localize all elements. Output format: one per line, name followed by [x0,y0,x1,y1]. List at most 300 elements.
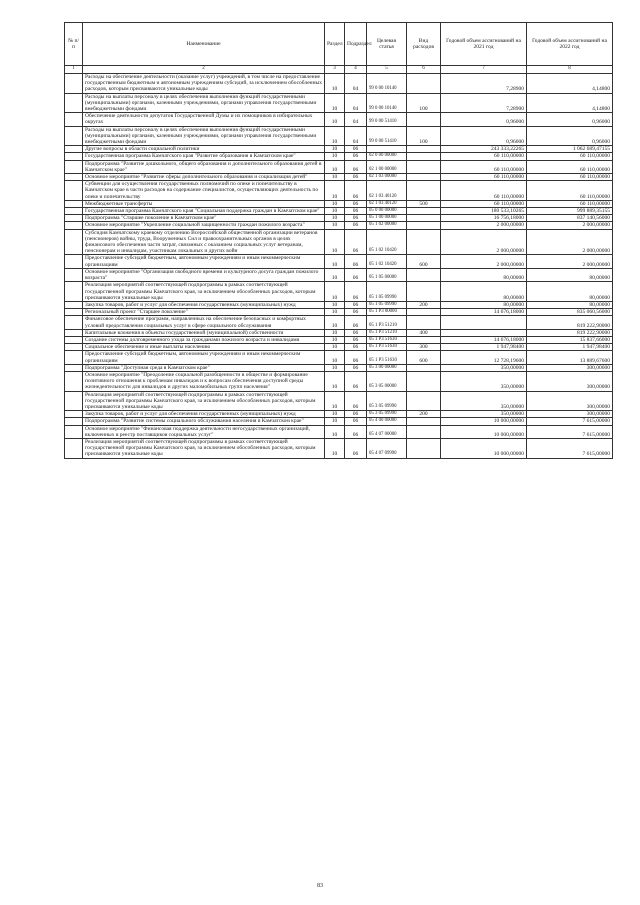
column-index: 3 [325,66,345,74]
row-section-cell: 10 [325,222,345,229]
row-name-cell: Основное мероприятие "Развитие сферы дополнительного образования и социализация детей" [83,174,325,181]
row-volume-2021-cell: 243 333,22265 [441,146,527,153]
row-section-cell: 10 [325,153,345,160]
table-row [65,329,613,336]
table-row [65,411,613,418]
row-number-cell [65,174,83,181]
row-volume-2021-cell: 0,96000 [441,113,527,126]
row-name-cell: Межбюджетные трансферты [83,200,325,207]
row-volume-2022-cell: 300,00000 [527,391,613,411]
row-name-cell: Основное мероприятие "Преодоление социальной разобщенности в обществе и формирование позитивного отношения к проблемам инвалидов и к вопросам обеспечения доступной среды жизнедеятельности для инвалидов и других маломобильных групп населения" [83,371,325,391]
row-volume-2021-cell: 350,00000 [441,411,527,418]
row-type-cell: 200 [407,411,441,418]
document-page [64,22,612,459]
row-name-cell: Подпрограмма "Старшее поколение в Камчатском крае" [83,215,325,222]
row-number-cell [65,268,83,281]
row-name-cell: Субвенции для осуществления государственных полномочий по опеке и попечительству в Камчатском крае в части расходов на содержание специалистов, осуществляющих деятельность по опеке и попечительству [83,181,325,201]
row-type-cell [407,160,441,173]
row-name-cell: Подпрограмма "Доступная среда в Камчатском крае" [83,364,325,371]
row-number-cell [65,113,83,126]
table-row [65,93,613,113]
row-number-cell [65,425,83,438]
row-section-cell: 10 [325,229,345,255]
table-row [65,255,613,268]
row-name-cell: Государственная программа Камчатского края "Развитие образования в Камчатском крае" [83,153,325,160]
row-name-cell: Реализация мероприятий соответствующей подпрограммы в рамках соответствующей государственной программы Камчатского края, за исключением обособленных расходов, которым присваиваются уникальные коды [83,282,325,302]
row-subsection-cell: 04 [345,74,367,94]
table-row [65,174,613,181]
row-section-cell: 10 [325,438,345,458]
row-article-cell: 05 1 02 00000 [367,222,407,229]
row-type-cell: 500 [407,200,441,207]
row-subsection-cell: 06 [345,181,367,201]
row-article-cell: 05 0 00 00000 [367,208,407,215]
row-article-cell: 02 0 00 00000 [367,153,407,160]
row-type-cell [407,425,441,438]
row-type-cell: 300 [407,344,441,351]
row-volume-2021-cell: 350,00000 [441,364,527,371]
row-volume-2021-cell: 2 000,00000 [441,222,527,229]
table-row [65,113,613,126]
row-number-cell [65,329,83,336]
row-volume-2021-cell: 60 110,00000 [441,181,527,201]
row-subsection-cell: 06 [345,336,367,343]
table-row [65,268,613,281]
row-type-cell [407,391,441,411]
row-article-cell: 99 0 00 51410 [367,113,407,126]
row-name-cell: Создание системы долговременного ухода за гражданами пожилого возраста и инвалидами [83,336,325,343]
header-subsection: Подраздел [345,23,367,66]
row-type-cell [407,438,441,458]
row-number-cell [65,181,83,201]
row-volume-2021-cell: 10 000,00000 [441,425,527,438]
row-number-cell [65,93,83,113]
row-number-cell [65,336,83,343]
column-index: 8 [527,66,613,74]
row-number-cell [65,146,83,153]
table-row [65,282,613,302]
row-article-cell: 02 1 03 40120 [367,200,407,207]
row-volume-2021-cell: 10 000,00000 [441,418,527,425]
row-number-cell [65,200,83,207]
row-volume-2022-cell: 2 000,00000 [527,222,613,229]
row-subsection-cell: 06 [345,229,367,255]
row-section-cell: 10 [325,316,345,329]
row-article-cell: 05 1 05 09990 [367,301,407,308]
row-name-cell: Предоставление субсидий бюджетным, автономным учреждениям и иным некоммерческим организациям [83,351,325,364]
row-subsection-cell: 06 [345,351,367,364]
row-type-cell: 100 [407,126,441,146]
row-number-cell [65,391,83,411]
row-type-cell [407,208,441,215]
row-subsection-cell: 06 [345,438,367,458]
row-article-cell: 05 3 00 00000 [367,364,407,371]
row-volume-2022-cell: 300,00000 [527,411,613,418]
row-volume-2021-cell: 14 676,18000 [441,336,527,343]
table-row [65,222,613,229]
row-article-cell: 02 1 00 00000 [367,160,407,173]
row-number-cell [65,229,83,255]
row-volume-2022-cell: 80,00000 [527,301,613,308]
header-section: Раздел [325,23,345,66]
row-section-cell: 10 [325,208,345,215]
table-header-row [65,23,613,66]
row-name-cell: Финансовое обеспечение программ, направленных на обеспечение безопасных и комфортных условий предоставления социальных услуг в сфере социального обслуживания [83,316,325,329]
row-section-cell: 10 [325,113,345,126]
row-subsection-cell: 06 [345,411,367,418]
row-section-cell: 10 [325,391,345,411]
row-volume-2022-cell: 1 947,98400 [527,344,613,351]
row-number-cell [65,160,83,173]
row-section-cell: 10 [325,309,345,316]
row-name-cell: Основное мероприятие "Укрепление социальной защищенности граждан пожилого возраста" [83,222,325,229]
row-name-cell: Расходы на обеспечение деятельности (оказание услуг) учреждений, в том числе на предоставление государственным бюджетным и автономным учреждениям субсидий, за исключением обособленных расходов, которым присваиваются уникальные коды [83,74,325,94]
row-type-cell [407,309,441,316]
table-row [65,351,613,364]
row-subsection-cell: 06 [345,222,367,229]
column-index: 2 [83,66,325,74]
row-type-cell [407,371,441,391]
row-volume-2021-cell: 16 756,18000 [441,215,527,222]
row-number-cell [65,255,83,268]
row-subsection-cell: 06 [345,425,367,438]
row-number-cell [65,411,83,418]
row-type-cell [407,418,441,425]
column-index: 4 [345,66,367,74]
row-subsection-cell: 04 [345,126,367,146]
row-volume-2022-cell: 999 889,35155 [527,208,613,215]
row-section-cell: 10 [325,351,345,364]
row-name-cell: Закупка товаров, работ и услуг для обеспечения государственных (муниципальных) нужд [83,411,325,418]
row-name-cell: Подпрограмма "Развитие дошкольного, общего образования и дополнительного образования детей в Камчатском крае" [83,160,325,173]
table-row [65,316,613,329]
table-row [65,229,613,255]
row-article-cell: 05 4 00 00000 [367,418,407,425]
row-volume-2022-cell: 835 060,56000 [527,309,613,316]
row-type-cell: 600 [407,255,441,268]
header-expense-type: Вид расходов [407,23,441,66]
table-row [65,126,613,146]
row-name-cell: Предоставление субсидий бюджетным, автономным учреждениям и иным некоммерческим организациям [83,255,325,268]
row-subsection-cell: 06 [345,329,367,336]
row-volume-2021-cell: 2 000,00000 [441,255,527,268]
row-name-cell: Региональный проект "Старшее поколение" [83,309,325,316]
row-subsection-cell: 06 [345,160,367,173]
table-row [65,336,613,343]
row-article-cell: 05 1 00 00000 [367,215,407,222]
table-row [65,215,613,222]
row-section-cell: 10 [325,93,345,113]
row-subsection-cell: 04 [345,113,367,126]
row-volume-2021-cell: 60 110,00000 [441,200,527,207]
row-name-cell: Реализация мероприятий соответствующей подпрограммы в рамках соответствующей государственной программы Камчатского края, за исключением обособленных расходов, которым присваиваются уникальные коды [83,391,325,411]
row-section-cell: 10 [325,364,345,371]
row-subsection-cell: 06 [345,146,367,153]
row-volume-2022-cell: 80,00000 [527,282,613,302]
table-row [65,344,613,351]
row-subsection-cell: 06 [345,268,367,281]
row-number-cell [65,371,83,391]
table-row [65,208,613,215]
column-index-row [65,66,613,74]
row-volume-2021-cell: 80,00000 [441,268,527,281]
row-volume-2022-cell: 819 222,90000 [527,316,613,329]
row-subsection-cell: 06 [345,200,367,207]
row-type-cell [407,336,441,343]
row-volume-2022-cell: 0,96000 [527,126,613,146]
row-section-cell: 10 [325,215,345,222]
row-subsection-cell: 06 [345,282,367,302]
row-name-cell: Капитальные вложения в объекты государственной (муниципальной) собственности [83,329,325,336]
row-volume-2022-cell: 60 110,00000 [527,181,613,201]
row-volume-2021-cell: 60 110,00000 [441,174,527,181]
page-number: 83 [317,883,323,889]
row-volume-2022-cell: 80,00000 [527,268,613,281]
row-name-cell: Расходы на выплаты персоналу в целях обеспечения выполнения функций государственными (муниципальными) органами, казенными учреждениями, органами управления государственными внебюджетными фондами [83,93,325,113]
row-type-cell [407,364,441,371]
row-type-cell: 100 [407,93,441,113]
row-volume-2021-cell: 80,00000 [441,301,527,308]
row-type-cell [407,174,441,181]
row-subsection-cell: 06 [345,301,367,308]
row-subsection-cell: 06 [345,418,367,425]
row-type-cell [407,268,441,281]
table-row [65,181,613,201]
row-subsection-cell: 06 [345,344,367,351]
row-volume-2021-cell [441,316,527,329]
row-volume-2021-cell: 7,28900 [441,93,527,113]
row-section-cell: 10 [325,418,345,425]
row-volume-2021-cell: 180 533,10265 [441,208,527,215]
table-row [65,74,613,94]
row-subsection-cell: 06 [345,364,367,371]
row-section-cell: 10 [325,255,345,268]
row-number-cell [65,316,83,329]
row-section-cell: 10 [325,181,345,201]
row-number-cell [65,301,83,308]
row-name-cell: Другие вопросы в области социальной политики [83,146,325,153]
row-name-cell: Субсидия Камчатскому краевому отделению Всероссийской общественной организации ветеранов (пенсионеров) войны, труда, Вооруженных Сил и правоохранительных органов в целях финансового обеспечения части затрат, связанных с оказанием социальных услуг ветеранам, пенсионерам и инвалидам, участникам локальных и других войн [83,229,325,255]
column-index: 7 [441,66,527,74]
row-article-cell: 05 4 07 09990 [367,438,407,458]
row-article-cell: 05 3 05 09990 [367,391,407,411]
row-section-cell: 10 [325,344,345,351]
row-volume-2021-cell: 2 000,00000 [441,229,527,255]
row-volume-2021-cell [441,329,527,336]
row-volume-2022-cell: 15 837,66000 [527,336,613,343]
row-type-cell: 400 [407,329,441,336]
row-volume-2021-cell: 14 676,18000 [441,309,527,316]
row-type-cell [407,74,441,94]
row-type-cell: 200 [407,301,441,308]
row-number-cell [65,418,83,425]
table-row [65,160,613,173]
row-volume-2021-cell: 1 947,98400 [441,344,527,351]
row-section-cell: 10 [325,268,345,281]
row-article-cell: 05 1 02 10420 [367,229,407,255]
row-volume-2022-cell: 60 110,00000 [527,174,613,181]
row-section-cell: 10 [325,146,345,153]
row-volume-2021-cell: 60 110,00000 [441,160,527,173]
row-volume-2021-cell: 7,28900 [441,74,527,94]
table-row [65,153,613,160]
row-article-cell: 05 1 P3 51630 [367,336,407,343]
row-article-cell: 05 1 P3 00000 [367,309,407,316]
row-subsection-cell: 06 [345,309,367,316]
row-number-cell [65,282,83,302]
row-volume-2021-cell: 10 000,00000 [441,438,527,458]
row-section-cell: 10 [325,301,345,308]
table-row [65,371,613,391]
row-article-cell: 99 0 00 51410 [367,126,407,146]
header-volume-2022: Годовой объем ассигнований на 2022 год [527,23,613,66]
row-type-cell: 600 [407,351,441,364]
row-type-cell [407,222,441,229]
row-volume-2021-cell: 80,00000 [441,282,527,302]
row-section-cell: 10 [325,411,345,418]
header-volume-2021: Годовой объем ассигнований на 2021 год [441,23,527,66]
row-volume-2022-cell: 60 110,00000 [527,200,613,207]
row-article-cell [367,146,407,153]
row-volume-2021-cell: 60 110,00000 [441,153,527,160]
row-subsection-cell: 06 [345,215,367,222]
header-num: № п/п [65,23,83,66]
row-section-cell: 10 [325,329,345,336]
row-number-cell [65,309,83,316]
row-name-cell: Расходы на выплаты персоналу в целях обеспечения выполнения функций государственными (муниципальными) органами, казенными учреждениями, органами управления государственными внебюджетными фондами [83,126,325,146]
row-name-cell: Социальное обеспечение и иные выплаты населению [83,344,325,351]
row-article-cell: 05 3 05 00000 [367,371,407,391]
row-volume-2022-cell: 300,00000 [527,371,613,391]
row-volume-2021-cell: 350,00000 [441,371,527,391]
row-subsection-cell: 06 [345,316,367,329]
header-target-article: Целевая статья [367,23,407,66]
row-volume-2021-cell: 12 728,19600 [441,351,527,364]
row-volume-2022-cell: 60 110,00000 [527,160,613,173]
header-name: Наименование [83,23,325,66]
row-type-cell [407,181,441,201]
row-volume-2021-cell: 350,00000 [441,391,527,411]
row-subsection-cell: 04 [345,93,367,113]
row-article-cell: 02 1 03 00000 [367,174,407,181]
row-volume-2022-cell: 2 000,00000 [527,255,613,268]
table-row [65,301,613,308]
row-volume-2022-cell: 1 062 689,47155 [527,146,613,153]
row-name-cell: Основное мероприятие "Организация свободного времени и культурного досуга граждан пожилого возраста" [83,268,325,281]
table-body [65,74,613,459]
row-volume-2022-cell: 0,96000 [527,113,613,126]
row-article-cell: 05 3 05 09990 [367,411,407,418]
table-row [65,309,613,316]
row-number-cell [65,438,83,458]
row-volume-2022-cell: 7 615,00000 [527,425,613,438]
row-article-cell: 02 1 03 40120 [367,181,407,201]
row-section-cell: 10 [325,126,345,146]
row-article-cell: 05 1 P3 51210 [367,329,407,336]
row-volume-2022-cell: 300,00000 [527,364,613,371]
row-subsection-cell: 06 [345,208,367,215]
row-type-cell [407,113,441,126]
row-name-cell: Основное мероприятие "Финансовая поддержка деятельности негосударственных организаций, включенных в реестр поставщиков социальных услуг" [83,425,325,438]
row-type-cell [407,316,441,329]
row-number-cell [65,222,83,229]
row-volume-2021-cell: 0,96000 [441,126,527,146]
row-subsection-cell: 06 [345,371,367,391]
row-type-cell [407,153,441,160]
row-type-cell [407,229,441,255]
row-subsection-cell: 06 [345,391,367,411]
row-article-cell: 05 1 P3 51630 [367,344,407,351]
table-row [65,438,613,458]
row-section-cell: 10 [325,336,345,343]
row-article-cell: 99 0 00 10140 [367,74,407,94]
row-volume-2022-cell: 7 615,00000 [527,418,613,425]
row-name-cell: Подпрограмма "Развитие системы социального обслуживания населения в Камчатском крае" [83,418,325,425]
row-article-cell: 05 1 P3 51630 [367,351,407,364]
row-volume-2022-cell: 7 615,00000 [527,438,613,458]
row-volume-2022-cell: 60 110,00000 [527,153,613,160]
row-number-cell [65,215,83,222]
row-type-cell [407,282,441,302]
row-section-cell: 10 [325,74,345,94]
budget-table [64,22,613,459]
row-article-cell: 05 4 07 00000 [367,425,407,438]
row-volume-2022-cell: 837 140,56000 [527,215,613,222]
row-number-cell [65,153,83,160]
table-row [65,200,613,207]
row-section-cell: 10 [325,282,345,302]
row-section-cell: 10 [325,371,345,391]
row-subsection-cell: 06 [345,174,367,181]
table-row [65,391,613,411]
row-name-cell: Обеспечение деятельности депутатов Государственной Думы и их помощников в избирательных округах [83,113,325,126]
row-article-cell: 05 1 05 09990 [367,282,407,302]
row-number-cell [65,126,83,146]
table-row [65,425,613,438]
row-type-cell [407,146,441,153]
row-section-cell: 10 [325,425,345,438]
row-subsection-cell: 06 [345,153,367,160]
row-section-cell: 10 [325,200,345,207]
row-name-cell: Реализация мероприятий соответствующей подпрограммы в рамках соответствующей государственной программы Камчатского края, за исключением обособленных расходов, которым присваиваются уникальные коды [83,438,325,458]
row-article-cell: 99 0 00 10140 [367,93,407,113]
row-number-cell [65,74,83,94]
row-number-cell [65,344,83,351]
row-number-cell [65,364,83,371]
row-section-cell: 10 [325,160,345,173]
row-article-cell: 05 1 05 00000 [367,268,407,281]
row-name-cell: Закупка товаров, работ и услуг для обеспечения государственных (муниципальных) нужд [83,301,325,308]
row-name-cell: Государственная программа Камчатского края "Социальная поддержка граждан в Камчатском крае" [83,208,325,215]
row-section-cell: 10 [325,174,345,181]
row-type-cell [407,215,441,222]
table-row [65,364,613,371]
column-index: 6 [407,66,441,74]
table-row [65,418,613,425]
row-volume-2022-cell: 819 222,90000 [527,329,613,336]
row-article-cell: 05 1 P3 51210 [367,316,407,329]
column-index: 1 [65,66,83,74]
column-index: 5 [367,66,407,74]
row-article-cell: 05 1 02 10420 [367,255,407,268]
row-number-cell [65,351,83,364]
row-number-cell [65,208,83,215]
row-volume-2022-cell: 2 000,00000 [527,229,613,255]
row-volume-2022-cell: 4,14800 [527,93,613,113]
row-subsection-cell: 06 [345,255,367,268]
row-volume-2022-cell: 4,14800 [527,74,613,94]
table-row [65,146,613,153]
